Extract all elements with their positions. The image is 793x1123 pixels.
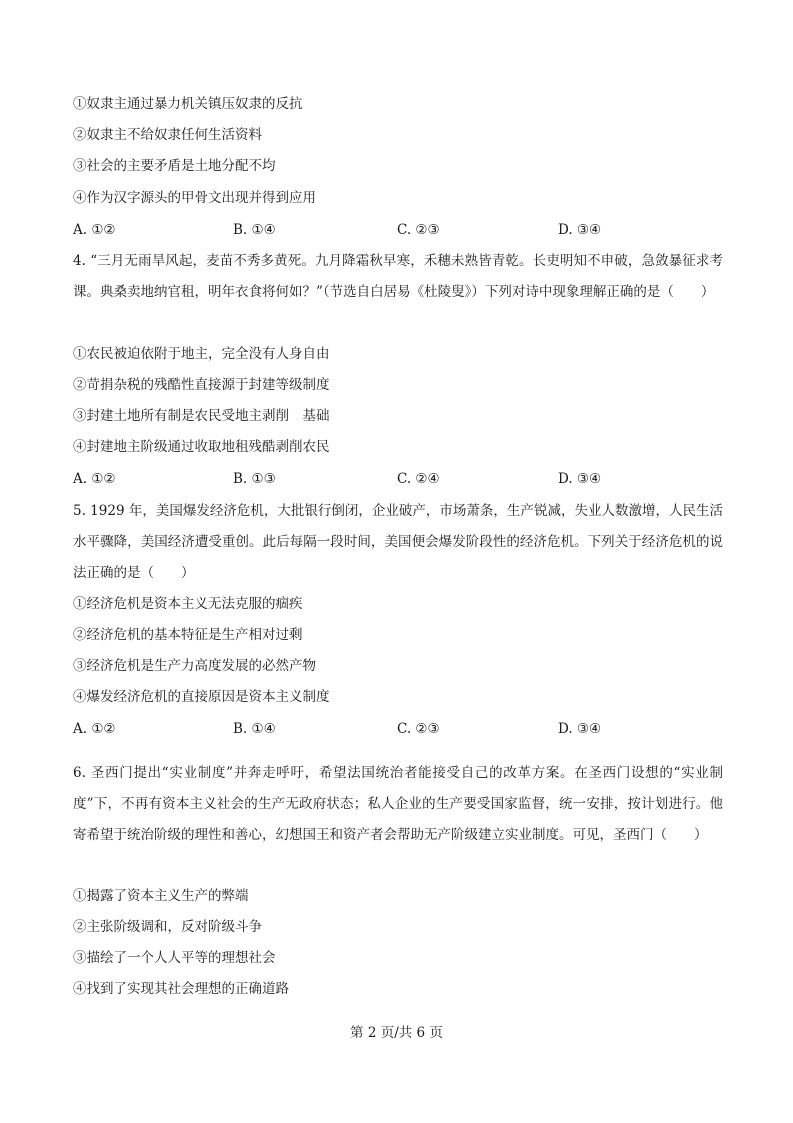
q4-option-a: A. ①② xyxy=(73,471,116,487)
q4-stem: 4. “三月无雨旱风起，麦苗不秀多黄死。九月降霜秋早寒，禾穗未熟皆青乾。长吏明知不申破，急敛暴征求考课。典桑卖地纳官租，明年衣食将何如？”（节选自白居易《杜陵叟》）下列对诗中现象理解正确的是（ ） xyxy=(73,253,723,300)
q3-statement-1: ①奴隶主通过暴力机关镇压奴隶的反抗 xyxy=(73,96,303,112)
q5-statement-1: ①经济危机是资本主义无法克服的痼疾 xyxy=(73,596,303,612)
q5-option-b: B. ①④ xyxy=(233,721,276,737)
q5-statement-2: ②经济危机的基本特征是生产相对过剩 xyxy=(73,627,303,643)
q5-stem: 5. 1929 年，美国爆发经济危机，大批银行倒闭，企业破产，市场萧条，生产锐减，失业人数激增，人民生活水平骤降，美国经济遭受重创。此后每隔一段时间，美国便会爆发阶段性的经济危机。下列关于经济危机的说法正确的是（ ） xyxy=(73,503,723,581)
q6-statement-1: ①揭露了资本主义生产的弊端 xyxy=(73,888,249,904)
q5-option-c: C. ②③ xyxy=(397,721,440,737)
q6-statement-2: ②主张阶级调和，反对阶级斗争 xyxy=(73,919,262,935)
q5-option-a: A. ①② xyxy=(73,721,116,737)
q4-statement-2: ②苛捐杂税的残酷性直接源于封建等级制度 xyxy=(73,377,330,393)
q3-option-a: A. ①② xyxy=(73,222,116,238)
q3-statement-4: ④作为汉字源头的甲骨文出现并得到应用 xyxy=(73,190,316,206)
q6-statement-3: ③描绘了一个人人平等的理想社会 xyxy=(73,950,276,966)
q3-option-c: C. ②③ xyxy=(397,222,440,238)
q6-statement-4: ④找到了实现其社会理想的正确道路 xyxy=(73,981,289,997)
q3-statement-2: ②奴隶主不给奴隶任何生活资料 xyxy=(73,127,262,143)
q5-statement-4: ④爆发经济危机的直接原因是资本主义制度 xyxy=(73,689,330,705)
q4-option-d: D. ③④ xyxy=(558,471,602,487)
q4-option-b: B. ①③ xyxy=(233,471,276,487)
page-number-footer: 第 2 页/共 6 页 xyxy=(350,1025,443,1041)
q4-statement-4: ④封建地主阶级通过收取地租残酷剥削农民 xyxy=(73,439,330,455)
q4-option-c: C. ②④ xyxy=(397,471,440,487)
q6-stem: 6. 圣西门提出“实业制度”并奔走呼吁，希望法国统治者能接受自己的改革方案。在圣西门设想的“实业制度”下，不再有资本主义社会的生产无政府状态；私人企业的生产要受国家监督，统一安排，按计划进行。他寄希望于统治阶级的理性和善心，幻想国王和资产者会帮助无产阶级建立实业制度。可见，圣西门（ ） xyxy=(73,765,723,843)
q5-option-d: D. ③④ xyxy=(558,721,602,737)
q3-options xyxy=(0,220,793,240)
q4-statement-1: ①农民被迫依附于地主，完全没有人身自由 xyxy=(73,346,330,362)
q3-option-d: D. ③④ xyxy=(558,222,602,238)
q3-option-b: B. ①④ xyxy=(233,222,276,238)
q5-options xyxy=(0,719,793,739)
q4-options xyxy=(0,469,793,489)
q3-statement-3: ③社会的主要矛盾是土地分配不均 xyxy=(73,158,276,174)
q5-statement-3: ③经济危机是生产力高度发展的必然产物 xyxy=(73,658,316,674)
q4-statement-3: ③封建土地所有制是农民受地主剥削 基础 xyxy=(73,408,330,424)
